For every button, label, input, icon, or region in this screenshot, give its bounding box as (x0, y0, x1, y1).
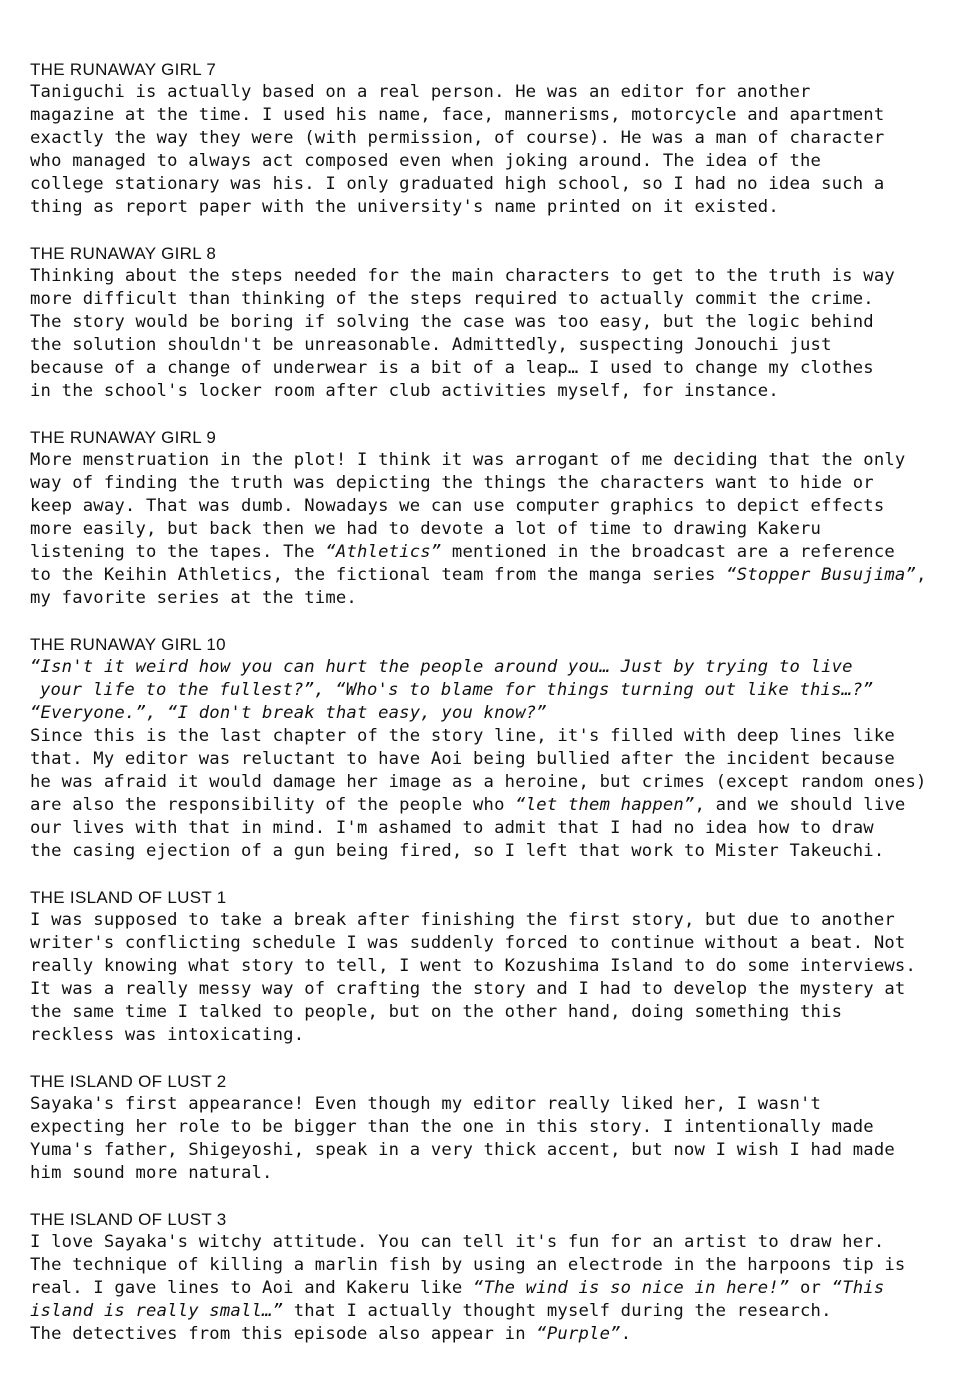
section-heading: THE RUNAWAY GIRL 10 (30, 635, 226, 654)
note-section (30, 886, 950, 1047)
text-line: thing as report paper with the university's name printed on it existed. (30, 197, 779, 217)
text-run: real. I gave lines to Aoi and Kakeru like (30, 1278, 474, 1298)
text-line: the same time I talked to people, but on the other hand, doing something this (30, 1002, 843, 1022)
text-line (30, 794, 950, 817)
text-run: that I actually thought myself during the research. (283, 1301, 832, 1321)
italic-title: island is really small…” (30, 1301, 284, 1321)
text-line: Taniguchi is actually based on a real person. He was an editor for another (30, 82, 811, 102)
section-heading: THE ISLAND OF LUST 3 (30, 1210, 227, 1229)
text-line: in the school's locker room after club activities myself, for instance. (30, 381, 779, 401)
text-line: him sound more natural. (30, 1163, 273, 1183)
text-line (30, 564, 950, 587)
text-line: keep away. That was dumb. Nowadays we can use computer graphics to depict effects (30, 496, 885, 516)
text-line (30, 1277, 950, 1300)
text-line: exactly the way they were (with permission, of course). He was a man of character (30, 128, 885, 148)
text-run: to the Keihin Athletics, the fictional team from the manga series (30, 565, 727, 585)
text-line: way of finding the truth was depicting the things the characters want to hide or (30, 473, 874, 493)
section-heading: THE RUNAWAY GIRL 8 (30, 244, 217, 263)
section-heading: THE ISLAND OF LUST 2 (30, 1072, 227, 1091)
quote-line: your life to the fullest?”, “Who's to blame for things turning out like this…?” (40, 680, 874, 700)
text-run: , (916, 565, 927, 585)
text-line: the solution shouldn't be unreasonable. Admittedly, suspecting Jonouchi just (30, 335, 832, 355)
text-line: because of a change of underwear is a bit of a leap… I used to change my clothes (30, 358, 874, 378)
text-line: I was supposed to take a break after finishing the first story, but due to another (30, 910, 895, 930)
text-run: . (620, 1324, 632, 1344)
text-run: mentioned in the broadcast are a reference (441, 542, 895, 562)
text-line (30, 541, 950, 564)
text-run: , and we should live (694, 795, 906, 815)
italic-title: “The wind is so nice in here!” (473, 1278, 790, 1298)
section-heading: THE ISLAND OF LUST 1 (30, 888, 227, 907)
text-line: The story would be boring if solving the case was too easy, but the logic behind (30, 312, 874, 332)
section-heading: THE RUNAWAY GIRL 7 (30, 60, 217, 79)
section-heading: THE RUNAWAY GIRL 9 (30, 428, 217, 447)
text-line: more difficult than thinking of the steps required to actually commit the crime. (30, 289, 874, 309)
italic-title: “let them happen” (515, 795, 695, 815)
note-section (30, 242, 950, 403)
quote-line: “Isn't it weird how you can hurt the people around you… Just by trying to live (30, 657, 853, 677)
note-section (30, 1208, 950, 1346)
text-line: that. My editor was reluctant to have Aoi being bullied after the incident because (30, 749, 895, 769)
text-line: I love Sayaka's witchy attitude. You can tell it's fun for an artist to draw her. (30, 1232, 885, 1252)
text-line: Since this is the last chapter of the story line, it's filled with deep lines like (30, 726, 895, 746)
text-run: or (789, 1278, 832, 1298)
text-line: the casing ejection of a gun being fired, so I left that work to Mister Takeuchi. (30, 841, 885, 861)
text-line: expecting her role to be bigger than the one in this story. I intentionally made (30, 1117, 874, 1137)
text-line: really knowing what story to tell, I went to Kozushima Island to do some interviews. (30, 956, 917, 976)
text-line: our lives with that in mind. I'm ashamed to admit that I had no idea how to draw (30, 818, 874, 838)
text-line: who managed to always act composed even when joking around. The idea of the (30, 151, 822, 171)
note-section (30, 633, 950, 863)
text-line: It was a really messy way of crafting the story and I had to develop the mystery at (30, 979, 906, 999)
text-line: Thinking about the steps needed for the main characters to get to the truth is way (30, 266, 895, 286)
text-line: Sayaka's first appearance! Even though my editor really liked her, I wasn't (30, 1094, 822, 1114)
note-section (30, 58, 950, 219)
text-line: More menstruation in the plot! I think it was arrogant of me deciding that the only (30, 450, 906, 470)
text-line: my favorite series at the time. (30, 588, 357, 608)
text-line (30, 1300, 950, 1323)
text-line: he was afraid it would damage her image as a heroine, but crimes (except random ones) (30, 772, 927, 792)
text-line: The technique of killing a marlin fish by using an electrode in the harpoons tip is (30, 1255, 906, 1275)
note-section (30, 426, 950, 610)
text-line: magazine at the time. I used his name, face, mannerisms, motorcycle and apartment (30, 105, 885, 125)
text-line: college stationary was his. I only graduated high school, so I had no idea such a (30, 174, 885, 194)
text-run: listening to the tapes. The (30, 542, 326, 562)
text-line: reckless was intoxicating. (30, 1025, 305, 1045)
italic-title: “This (831, 1278, 885, 1298)
text-run: are also the responsibility of the people who (30, 795, 516, 815)
text-line: writer's conflicting schedule I was suddenly forced to continue without a beat. Not (30, 933, 906, 953)
document-page (30, 58, 950, 1369)
note-section (30, 1070, 950, 1185)
text-line: Yuma's father, Shigeyoshi, speak in a very thick accent, but now I wish I had made (30, 1140, 895, 1160)
text-line: more easily, but back then we had to devote a lot of time to drawing Kakeru (30, 519, 822, 539)
text-line (30, 1323, 950, 1346)
italic-title: “Stopper Busujima” (726, 565, 917, 585)
italic-title: “Athletics” (325, 542, 442, 562)
quote-line: “Everyone.”, “I don't break that easy, you know?” (30, 703, 547, 723)
italic-title: “Purple” (536, 1324, 621, 1344)
text-run: The detectives from this episode also appear in (30, 1324, 537, 1344)
